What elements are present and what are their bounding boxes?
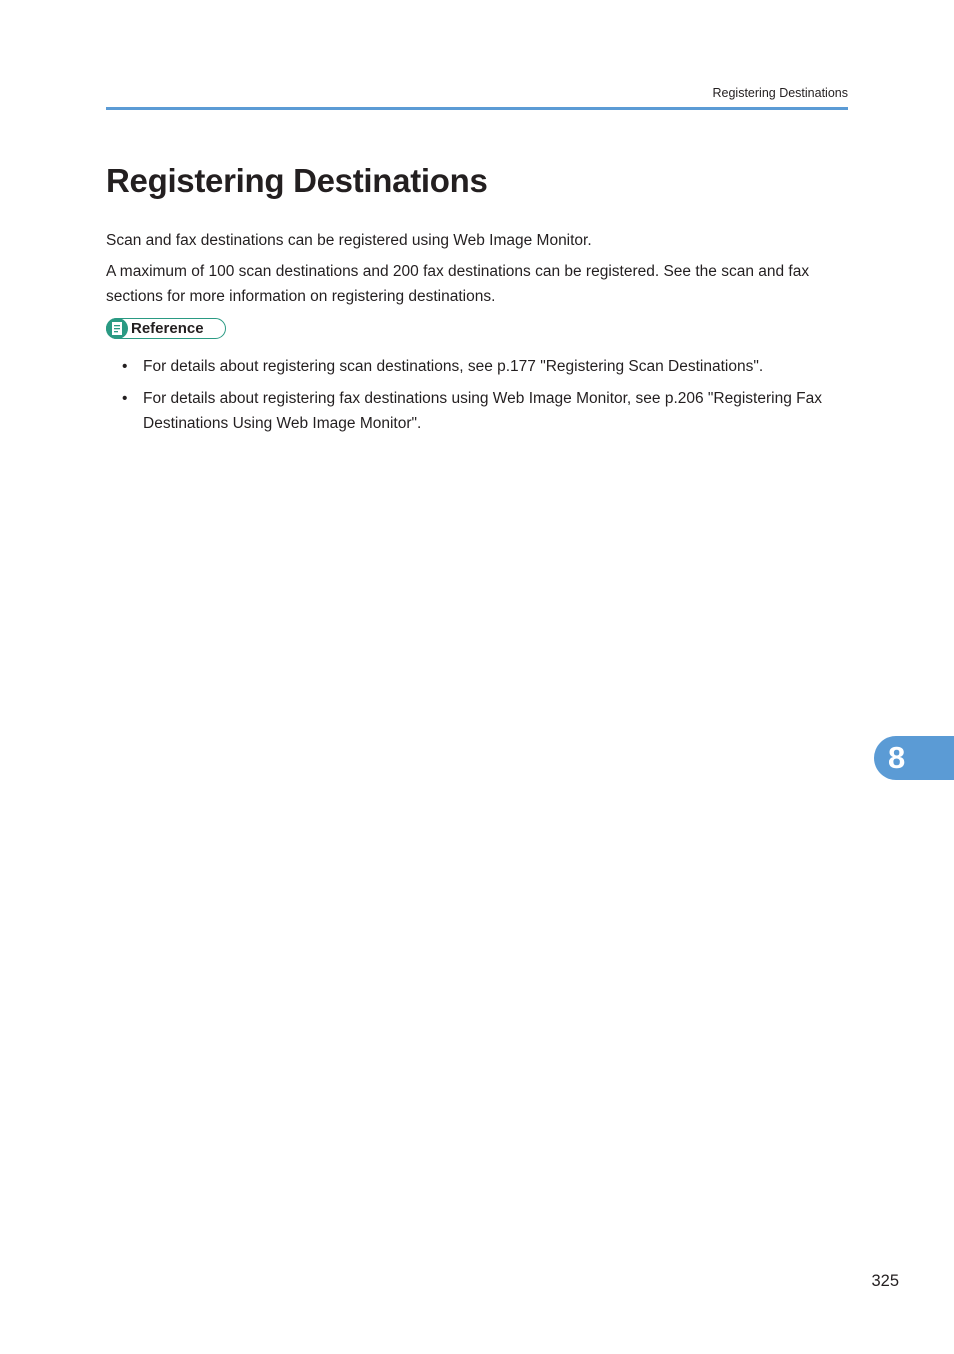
- chapter-tab: [874, 736, 954, 780]
- page-number: 325: [871, 1272, 899, 1290]
- page-title: Registering Destinations: [106, 162, 488, 199]
- reference-badge: [106, 318, 226, 339]
- reference-label: Reference: [131, 320, 204, 337]
- chapter-number: 8: [888, 740, 906, 775]
- reference-item-text: For details about registering fax destinations using Web Image Monitor, see p.206 "Registering Fax Destinations Using Web Image Monitor".: [143, 390, 822, 432]
- running-header: Registering Destinations: [712, 86, 848, 100]
- bullet-icon: •: [122, 358, 128, 375]
- limits-paragraph: A maximum of 100 scan destinations and 200 fax destinations can be registered. See the scan and fax sections for more information on registering destinations.: [106, 263, 810, 305]
- header-rule: [106, 107, 848, 110]
- reference-list: [106, 354, 826, 443]
- reference-item-text: For details about registering scan destinations, see p.177 "Registering Scan Destinations".: [143, 358, 764, 375]
- intro-paragraph: Scan and fax destinations can be registered using Web Image Monitor.: [106, 232, 592, 249]
- list-item: [106, 354, 826, 379]
- bullet-icon: •: [122, 390, 128, 407]
- list-item: [106, 386, 826, 436]
- note-icon: [106, 318, 128, 339]
